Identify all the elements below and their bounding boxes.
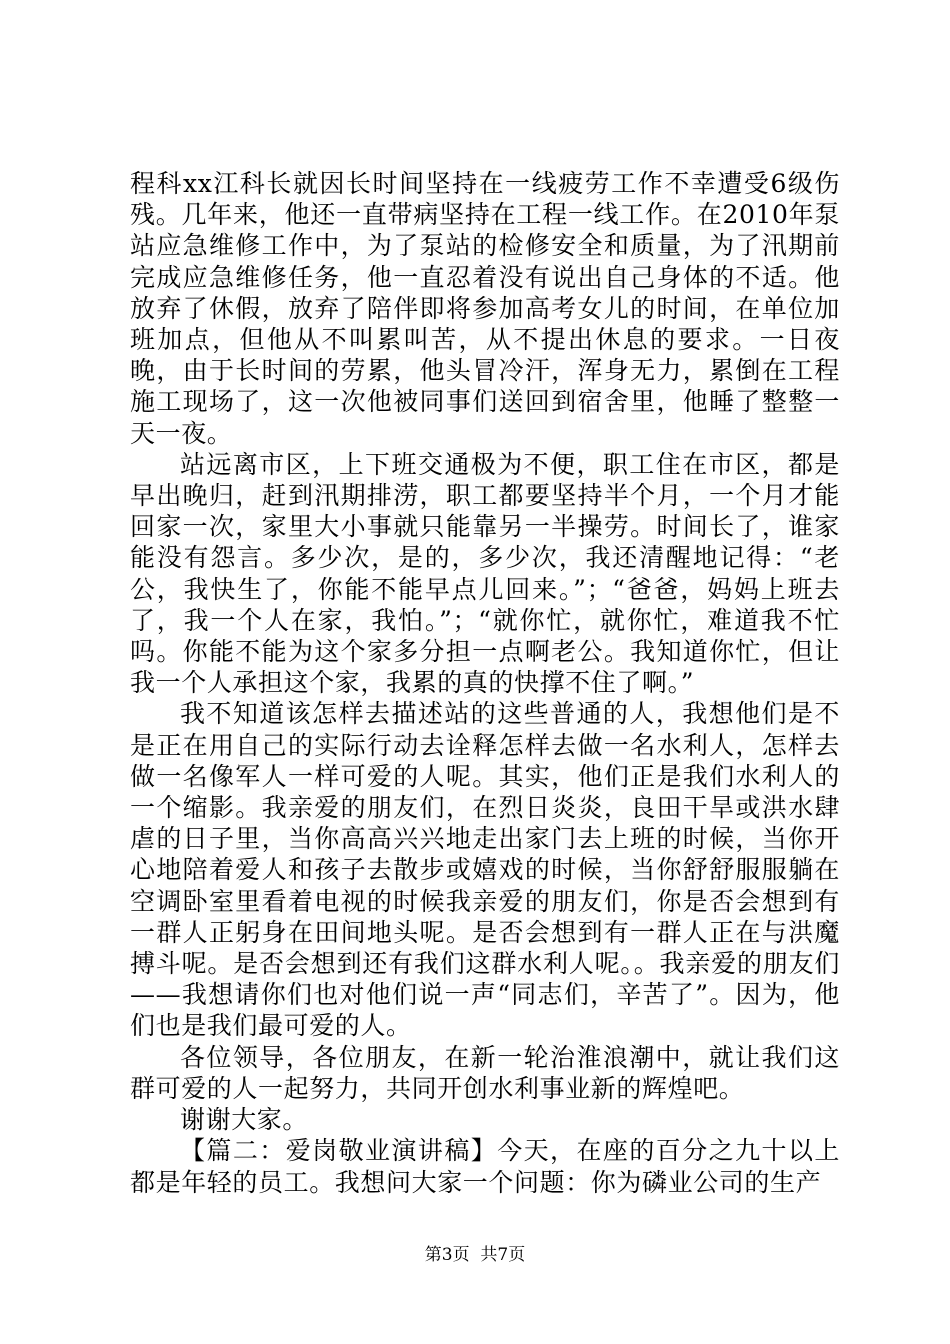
- paragraph-5: 谢谢大家。: [180, 1105, 309, 1135]
- paragraph-6: 【篇二：爱岗敬业演讲稿】今天，在座的百分之九十以上都是年轻的员工。我想问大家一个问题：你为磷业公司的生产: [130, 1136, 840, 1197]
- paragraph-1: 程科xx江科长就因长时间坚持在一线疲劳工作不幸遭受6级伤残。几年来，他还一直带病坚持在工程一线工作。在2010年泵站应急维修工作中，为了泵站的检修安全和质量，为了汛期前完成应急维修任务，他一直忍着没有说出自己身体的不适。他放弃了休假，放弃了陪伴即将参加高考女儿的时间，在单位加班加点，但他从不叫累叫苦，从不提出休息的要求。一日夜晚，由于长时间的劳累，他头冒冷汗，浑身无力，累倒在工程施工现场了，这一次他被同事们送回到宿舍里，他睡了整整一天一夜。: [130, 169, 840, 448]
- page-number: 第3页: [424, 1245, 470, 1265]
- document-body: [130, 168, 840, 1198]
- paragraph-2: 站远离市区，上下班交通极为不便，职工住在市区，都是早出晚归，赶到汛期排涝，职工都要坚持半个月，一个月才能回家一次，家里大小事就只能靠另一半操劳。时间长了，谁家能没有怨言。多少次，是的，多少次，我还清醒地记得：“老公，我快生了，你能不能早点儿回来。”；“爸爸，妈妈上班去了，我一个人在家，我怕。”；“就你忙，就你忙，难道我不忙吗。你能不能为这个家多分担一点啊老公。我知道你忙，但让我一个人承担这个家，我累的真的快撑不住了啊。”: [130, 449, 840, 698]
- paragraph-3: 我不知道该怎样去描述站的这些普通的人，我想他们是不是正在用自己的实际行动去诠释怎样去做一名水利人，怎样去做一名像军人一样可爱的人呢。其实，他们正是我们水利人的一个缩影。我亲爱的朋友们，在烈日炎炎，良田干旱或洪水肆虐的日子里，当你高高兴兴地走出家门去上班的时候，当你开心地陪着爱人和孩子去散步或嬉戏的时候，当你舒舒服服躺在空调卧室里看着电视的时候我亲爱的朋友们，你是否会想到有一群人正躬身在田间地头呢。是否会想到有一群人正在与洪魔搏斗呢。是否会想到还有我们这群水利人呢。。我亲爱的朋友们——我想请你们也对他们说一声“同志们，辛苦了”。因为，他们也是我们最可爱的人。: [130, 699, 840, 1041]
- page-footer: [0, 1245, 950, 1265]
- paragraph-4: 各位领导，各位朋友，在新一轮治淮浪潮中，就让我们这群可爱的人一起努力，共同开创水利事业新的辉煌吧。: [130, 1042, 840, 1103]
- page-total: 共7页: [480, 1245, 526, 1265]
